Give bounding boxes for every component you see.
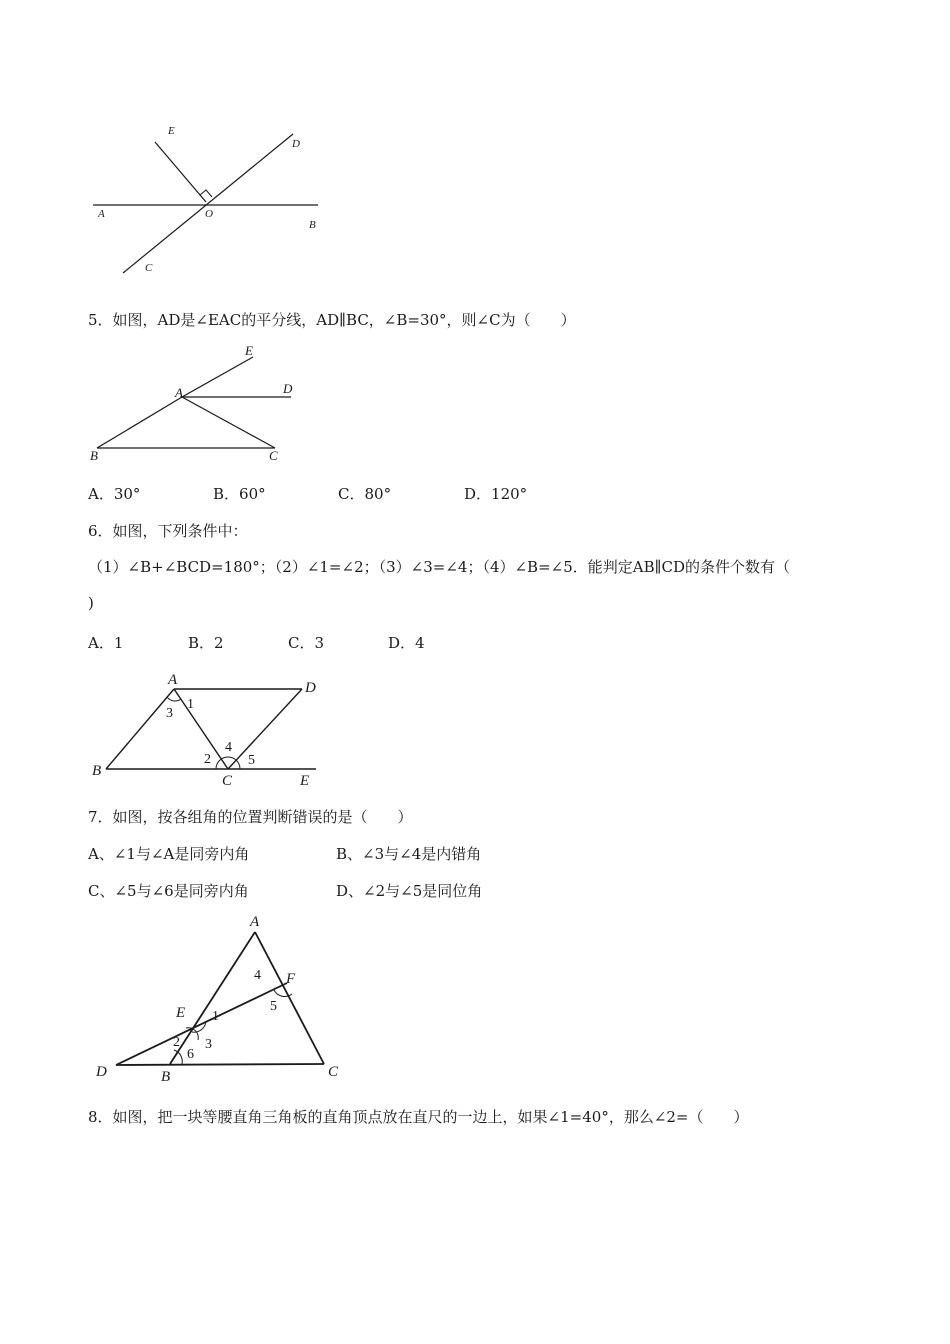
segment-ab <box>97 397 182 448</box>
q6-option-d: D．4 <box>388 634 425 652</box>
label-o: O <box>205 208 213 220</box>
angle-arc-a <box>167 697 181 701</box>
question-5-text: 5．如图，AD是∠EAC的平分线，AD∥BC，∠B=30°，则∠C为（ ） <box>88 311 576 329</box>
angle-number-5: 5 <box>270 999 277 1014</box>
angle-number-6: 6 <box>187 1047 194 1062</box>
q5-option-a: A．30° <box>88 485 141 503</box>
label-f: F <box>286 971 296 987</box>
label-b: B <box>92 763 102 779</box>
segment-cd <box>228 689 302 769</box>
angle-number-1: 1 <box>187 697 194 712</box>
angle-number-1: 1 <box>212 1009 219 1024</box>
angle-number-4: 4 <box>254 968 261 983</box>
label-c: C <box>145 262 153 274</box>
question-8-text: 8．如图，把一块等腰直角三角板的直角顶点放在直尺的一边上，如果∠1=40°，那么∠2=（ ） <box>88 1108 749 1126</box>
q5-option-c: C．80° <box>338 485 392 503</box>
label-c: C <box>269 448 278 463</box>
figure-q6 <box>88 668 328 790</box>
label-a: A <box>168 672 178 688</box>
segment-dc <box>116 1064 324 1065</box>
segment-ab <box>170 932 255 1064</box>
segment-df <box>116 983 287 1065</box>
segment-ae <box>182 357 253 397</box>
label-a: A <box>250 914 260 930</box>
label-d: D <box>96 1064 107 1080</box>
label-d: D <box>305 680 316 696</box>
q5-option-b: B．60° <box>213 485 266 503</box>
q6-option-a: A．1 <box>88 634 124 652</box>
label-b: B <box>161 1069 171 1085</box>
angle-number-5: 5 <box>248 753 255 768</box>
figure-q4 <box>88 120 328 285</box>
angle-number-2: 2 <box>173 1035 180 1050</box>
angle-number-4: 4 <box>225 740 232 755</box>
segment-ac <box>174 689 228 769</box>
segment-ab <box>106 689 174 769</box>
label-c: C <box>328 1064 339 1080</box>
figure-q7 <box>88 910 348 1090</box>
figure-q5 <box>85 342 305 466</box>
line-cd <box>123 134 293 273</box>
angle-number-3: 3 <box>205 1037 212 1052</box>
label-a: A <box>175 385 183 400</box>
label-c: C <box>222 773 233 789</box>
q7-option-d: D、∠2与∠5是同位角 <box>336 882 483 900</box>
angle-arc-c <box>216 757 240 769</box>
ray-oe <box>155 142 206 202</box>
q7-option-a: A、∠1与∠A是同旁内角 <box>88 845 250 863</box>
question-6-close-paren: ) <box>88 594 94 612</box>
q6-option-b: B．2 <box>188 634 224 652</box>
q7-option-c: C、∠5与∠6是同旁内角 <box>88 882 249 900</box>
angle-number-3: 3 <box>166 706 173 721</box>
angle-number-2: 2 <box>204 752 211 767</box>
q6-option-c: C．3 <box>288 634 325 652</box>
question-7-text: 7．如图，按各组角的位置判断错误的是（ ） <box>88 808 413 826</box>
label-e: E <box>245 343 253 358</box>
segment-ac <box>255 932 324 1064</box>
question-6-text: 6．如图，下列条件中： <box>88 522 248 540</box>
right-angle-mark <box>200 190 212 197</box>
q7-option-b: B、∠3与∠4是内错角 <box>336 845 482 863</box>
label-e: E <box>176 1005 186 1021</box>
q5-option-d: D．120° <box>464 485 528 503</box>
label-d: D <box>283 381 293 396</box>
question-6-conditions: （1）∠B+∠BCD=180°；（2）∠1=∠2；（3）∠3=∠4；（4）∠B=∠5．能判定AB∥CD的条件个数有（ <box>88 558 791 576</box>
label-e: E <box>168 125 175 137</box>
label-b: B <box>309 219 316 231</box>
label-e: E <box>300 773 310 789</box>
angle-arc-f <box>274 990 292 997</box>
segment-ac <box>182 397 275 448</box>
label-d: D <box>292 138 300 150</box>
label-a: A <box>98 208 105 220</box>
label-b: B <box>90 448 98 463</box>
